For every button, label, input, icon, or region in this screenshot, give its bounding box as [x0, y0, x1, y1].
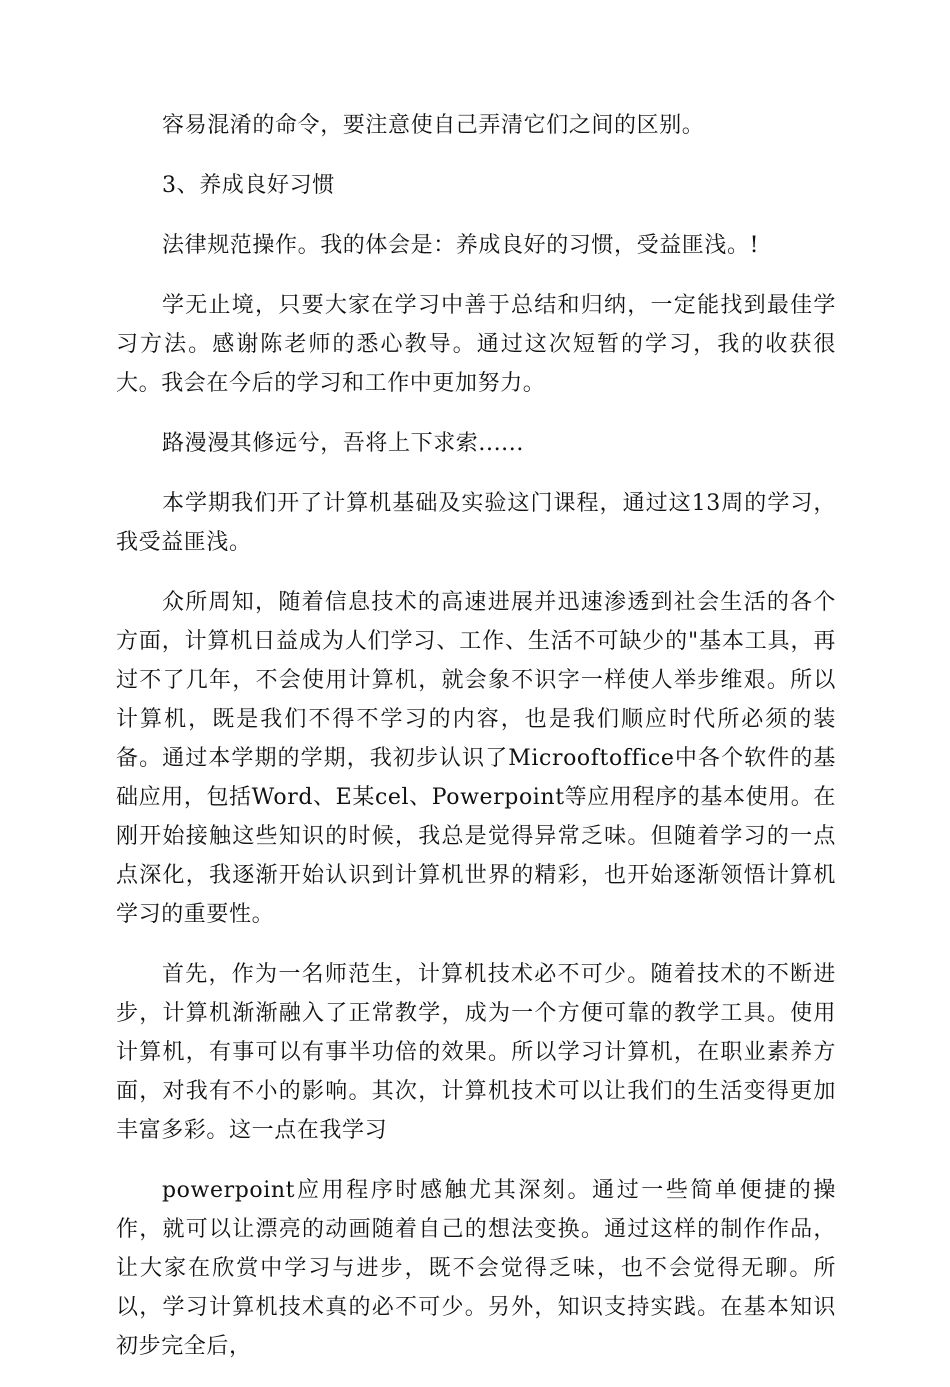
- paragraph-4: 学无止境，只要大家在学习中善于总结和归纳，一定能找到最佳学习方法。感谢陈老师的悉心教导。通过这次短暂的学习，我的收获很大。我会在今后的学习和工作中更加努力。: [116, 293, 836, 396]
- paragraph-9: powerpoint应用程序时感触尤其深刻。通过一些简单便捷的操作，就可以让漂亮的动画随着自己的想法变换。通过这样的制作作品，让大家在欣赏中学习与进步，既不会觉得乏味，也不会觉得无聊。所以，学习计算机技术真的必不可少。另外，知识支持实践。在基本知识初步完全后，: [116, 1178, 836, 1359]
- paragraph-6: 本学期我们开了计算机基础及实验这门课程，通过这13周的学习，我受益匪浅。: [116, 491, 836, 555]
- paragraph-5: 路漫漫其修远兮，吾将上下求索......: [162, 431, 524, 456]
- paragraph-2-heading: 3、养成良好习惯: [162, 173, 335, 198]
- paragraph-8: 首先，作为一名师范生，计算机技术必不可少。随着技术的不断进步，计算机渐渐融入了正常教学，成为一个方便可靠的教学工具。使用计算机，有事可以有事半功倍的效果。所以学习计算机，在职业素养方面，对我有不小的影响。其次，计算机技术可以让我们的生活变得更加丰富多彩。这一点在我学习: [116, 962, 836, 1143]
- document-body: [116, 106, 836, 1387]
- paragraph-3: 法律规范操作。我的体会是：养成良好的习惯，受益匪浅。!: [162, 233, 760, 258]
- paragraph-7: 众所周知，随着信息技术的高速进展并迅速渗透到社会生活的各个方面，计算机日益成为人们学习、工作、生活不可缺少的"基本工具，再过不了几年，不会使用计算机，就会象不识字一样使人举步维艰。所以计算机，既是我们不得不学习的内容，也是我们顺应时代所必须的装备。通过本学期的学期，我初步认识了Microoftoffice中各个软件的基础应用，包括Word、E某cel、Powerpoint等应用程序的基本使用。在刚开始接触这些知识的时候，我总是觉得异常乏味。但随着学习的一点点深化，我逐渐开始认识到计算机世界的精彩，也开始逐渐领悟计算机学习的重要性。: [116, 590, 836, 927]
- paragraph-1: 容易混淆的命令，要注意使自己弄清它们之间的区别。: [162, 113, 705, 138]
